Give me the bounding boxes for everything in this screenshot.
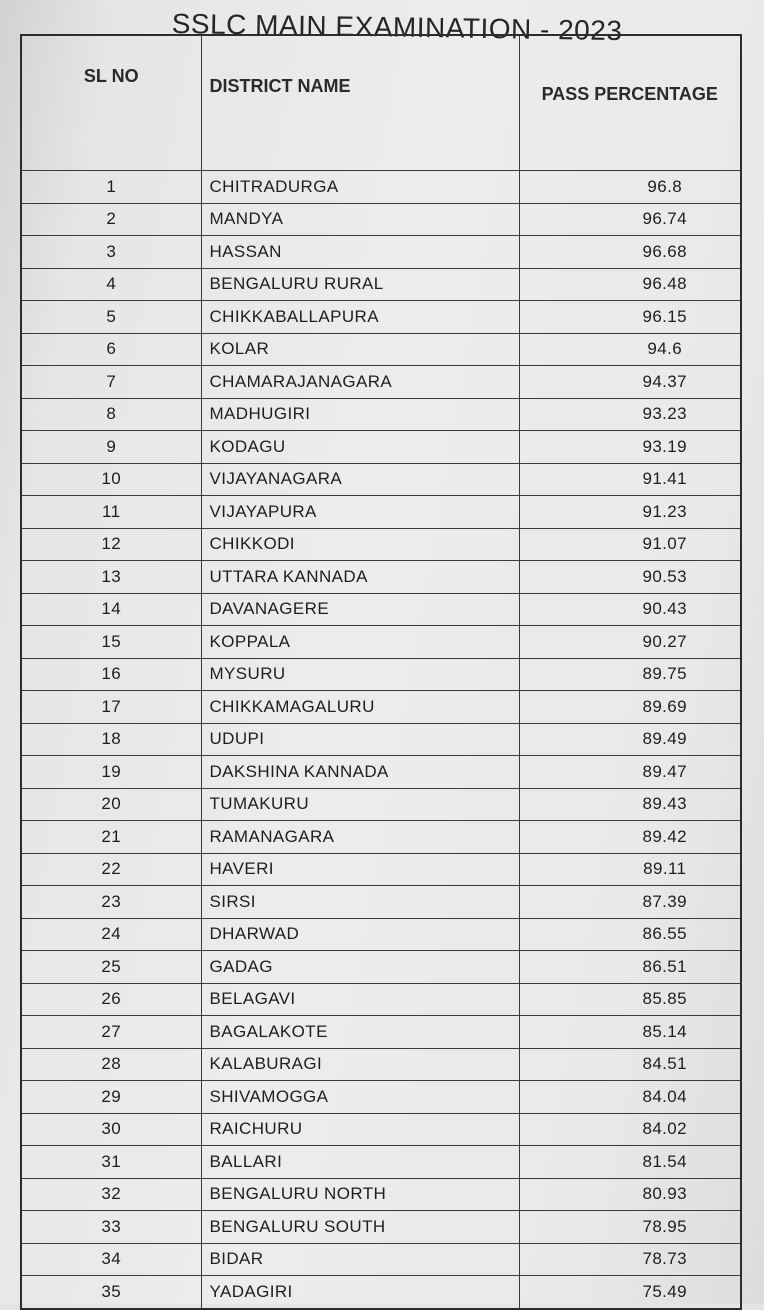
district-name-cell: CHIKKODI <box>201 528 519 561</box>
district-name-cell: BENGALURU SOUTH <box>201 1211 519 1244</box>
table-row <box>21 1016 741 1049</box>
pass-percentage-cell: 90.27 <box>519 626 741 659</box>
sl-no-cell: 8 <box>21 398 201 431</box>
results-table <box>20 34 742 1310</box>
sl-no-cell: 21 <box>21 821 201 854</box>
table-body <box>21 171 741 1309</box>
sl-no-cell: 25 <box>21 951 201 984</box>
table-row <box>21 886 741 919</box>
sl-no-cell: 7 <box>21 366 201 399</box>
sl-no-cell: 9 <box>21 431 201 464</box>
sl-no-cell: 34 <box>21 1243 201 1276</box>
header-row <box>21 35 741 171</box>
table-row <box>21 398 741 431</box>
pass-percentage-cell: 86.51 <box>519 951 741 984</box>
sl-no-cell: 23 <box>21 886 201 919</box>
sl-no-cell: 20 <box>21 788 201 821</box>
sl-no-cell: 30 <box>21 1113 201 1146</box>
sl-no-cell: 2 <box>21 203 201 236</box>
pass-percentage-cell: 94.37 <box>519 366 741 399</box>
district-name-cell: BIDAR <box>201 1243 519 1276</box>
district-name-cell: KOLAR <box>201 333 519 366</box>
sl-no-cell: 4 <box>21 268 201 301</box>
district-name-cell: HASSAN <box>201 236 519 269</box>
table-row <box>21 918 741 951</box>
district-name-cell: DAKSHINA KANNADA <box>201 756 519 789</box>
district-name-cell: DAVANAGERE <box>201 593 519 626</box>
sl-no-cell: 19 <box>21 756 201 789</box>
table-row <box>21 1048 741 1081</box>
table-row <box>21 723 741 756</box>
district-name-cell: CHAMARAJANAGARA <box>201 366 519 399</box>
pass-percentage-cell: 91.23 <box>519 496 741 529</box>
table-row <box>21 528 741 561</box>
pass-percentage-cell: 81.54 <box>519 1146 741 1179</box>
pass-percentage-cell: 93.19 <box>519 431 741 464</box>
table-row <box>21 268 741 301</box>
table-row <box>21 983 741 1016</box>
district-name-cell: CHITRADURGA <box>201 171 519 204</box>
table-row <box>21 658 741 691</box>
district-name-cell: BENGALURU RURAL <box>201 268 519 301</box>
header-pass-percentage: PASS PERCENTAGE <box>519 35 741 171</box>
sl-no-cell: 26 <box>21 983 201 1016</box>
table-row <box>21 756 741 789</box>
pass-percentage-cell: 78.73 <box>519 1243 741 1276</box>
sl-no-cell: 24 <box>21 918 201 951</box>
pass-percentage-cell: 89.75 <box>519 658 741 691</box>
table-row <box>21 691 741 724</box>
sl-no-cell: 29 <box>21 1081 201 1114</box>
district-name-cell: RAICHURU <box>201 1113 519 1146</box>
pass-percentage-cell: 89.47 <box>519 756 741 789</box>
pass-percentage-cell: 84.04 <box>519 1081 741 1114</box>
table-row <box>21 593 741 626</box>
pass-percentage-cell: 78.95 <box>519 1211 741 1244</box>
pass-percentage-cell: 89.42 <box>519 821 741 854</box>
sl-no-cell: 15 <box>21 626 201 659</box>
sl-no-cell: 10 <box>21 463 201 496</box>
district-name-cell: MYSURU <box>201 658 519 691</box>
pass-percentage-cell: 90.43 <box>519 593 741 626</box>
page-title: SSLC MAIN EXAMINATION - 2023 <box>171 8 623 47</box>
table-row <box>21 1081 741 1114</box>
sl-no-cell: 5 <box>21 301 201 334</box>
table-row <box>21 853 741 886</box>
sl-no-cell: 13 <box>21 561 201 594</box>
pass-percentage-cell: 89.43 <box>519 788 741 821</box>
pass-percentage-cell: 91.41 <box>519 463 741 496</box>
pass-percentage-cell: 89.49 <box>519 723 741 756</box>
sl-no-cell: 17 <box>21 691 201 724</box>
sl-no-cell: 22 <box>21 853 201 886</box>
pass-percentage-cell: 84.02 <box>519 1113 741 1146</box>
district-name-cell: CHIKKAMAGALURU <box>201 691 519 724</box>
district-name-cell: UTTARA KANNADA <box>201 561 519 594</box>
pass-percentage-cell: 96.8 <box>519 171 741 204</box>
district-name-cell: SHIVAMOGGA <box>201 1081 519 1114</box>
pass-percentage-cell: 96.48 <box>519 268 741 301</box>
pass-percentage-cell: 87.39 <box>519 886 741 919</box>
district-name-cell: MADHUGIRI <box>201 398 519 431</box>
table-row <box>21 203 741 236</box>
sl-no-cell: 12 <box>21 528 201 561</box>
district-name-cell: BENGALURU NORTH <box>201 1178 519 1211</box>
table-row <box>21 951 741 984</box>
table-row <box>21 626 741 659</box>
pass-percentage-cell: 96.68 <box>519 236 741 269</box>
table-row <box>21 463 741 496</box>
district-name-cell: HAVERI <box>201 853 519 886</box>
pass-percentage-cell: 89.69 <box>519 691 741 724</box>
pass-percentage-cell: 80.93 <box>519 1178 741 1211</box>
sl-no-cell: 11 <box>21 496 201 529</box>
pass-percentage-cell: 90.53 <box>519 561 741 594</box>
district-name-cell: MANDYA <box>201 203 519 236</box>
sl-no-cell: 16 <box>21 658 201 691</box>
table-header <box>21 35 741 171</box>
pass-percentage-cell: 96.74 <box>519 203 741 236</box>
sl-no-cell: 6 <box>21 333 201 366</box>
sl-no-cell: 31 <box>21 1146 201 1179</box>
header-sl-no: SL NO <box>21 35 201 171</box>
district-name-cell: BALLARI <box>201 1146 519 1179</box>
table-row <box>21 1178 741 1211</box>
sl-no-cell: 18 <box>21 723 201 756</box>
district-name-cell: SIRSI <box>201 886 519 919</box>
sl-no-cell: 32 <box>21 1178 201 1211</box>
table-row <box>21 788 741 821</box>
district-name-cell: KODAGU <box>201 431 519 464</box>
table-row <box>21 236 741 269</box>
district-name-cell: GADAG <box>201 951 519 984</box>
table-row <box>21 1243 741 1276</box>
district-name-cell: KOPPALA <box>201 626 519 659</box>
district-name-cell: BAGALAKOTE <box>201 1016 519 1049</box>
table-row <box>21 333 741 366</box>
pass-percentage-cell: 94.6 <box>519 333 741 366</box>
pass-percentage-cell: 96.15 <box>519 301 741 334</box>
sl-no-cell: 1 <box>21 171 201 204</box>
district-name-cell: KALABURAGI <box>201 1048 519 1081</box>
sl-no-cell: 28 <box>21 1048 201 1081</box>
table-row <box>21 366 741 399</box>
district-name-cell: TUMAKURU <box>201 788 519 821</box>
pass-percentage-cell: 91.07 <box>519 528 741 561</box>
sl-no-cell: 14 <box>21 593 201 626</box>
pass-percentage-cell: 89.11 <box>519 853 741 886</box>
table-row <box>21 821 741 854</box>
district-name-cell: DHARWAD <box>201 918 519 951</box>
table-row <box>21 561 741 594</box>
table-row <box>21 431 741 464</box>
header-district-name: DISTRICT NAME <box>201 35 519 171</box>
table-row <box>21 1211 741 1244</box>
sl-no-cell: 27 <box>21 1016 201 1049</box>
district-name-cell: CHIKKABALLAPURA <box>201 301 519 334</box>
table-row <box>21 171 741 204</box>
table-row <box>21 496 741 529</box>
pass-percentage-cell: 93.23 <box>519 398 741 431</box>
sl-no-cell: 3 <box>21 236 201 269</box>
sl-no-cell: 33 <box>21 1211 201 1244</box>
pass-percentage-cell: 75.49 <box>519 1276 741 1309</box>
district-name-cell: YADAGIRI <box>201 1276 519 1309</box>
pass-percentage-cell: 84.51 <box>519 1048 741 1081</box>
pass-percentage-cell: 85.85 <box>519 983 741 1016</box>
district-name-cell: RAMANAGARA <box>201 821 519 854</box>
district-name-cell: VIJAYAPURA <box>201 496 519 529</box>
table-row <box>21 301 741 334</box>
district-name-cell: BELAGAVI <box>201 983 519 1016</box>
pass-percentage-cell: 86.55 <box>519 918 741 951</box>
table-row <box>21 1113 741 1146</box>
district-name-cell: VIJAYANAGARA <box>201 463 519 496</box>
results-table-wrapper <box>20 34 740 1310</box>
pass-percentage-cell: 85.14 <box>519 1016 741 1049</box>
table-row <box>21 1146 741 1179</box>
district-name-cell: UDUPI <box>201 723 519 756</box>
sl-no-cell: 35 <box>21 1276 201 1309</box>
